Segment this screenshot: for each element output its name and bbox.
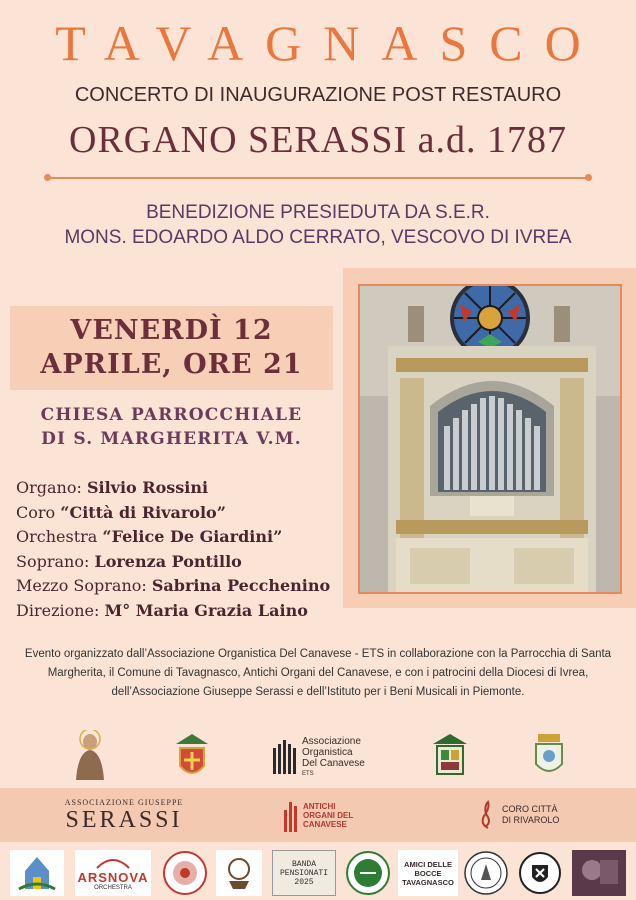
- diocese-crest-logo: [168, 730, 216, 782]
- serassi-main: SERASSI: [65, 806, 183, 833]
- performer-director: [16, 599, 330, 624]
- treble-clef-icon: [478, 800, 498, 830]
- performer-role: Direzione:: [16, 600, 105, 620]
- circular-badge-logo: [160, 850, 210, 896]
- logo-row-3: [0, 846, 636, 900]
- performer-name: “Città di Rivarolo”: [60, 502, 226, 522]
- banda-line-2: PENSIONATI: [279, 868, 328, 878]
- antichi-line-3: CANAVESE: [303, 819, 347, 829]
- aoc-logo: [272, 736, 372, 780]
- performer-role: Mezzo Soprano:: [16, 576, 152, 595]
- serassi-top: ASSOCIAZIONE GIUSEPPE: [64, 797, 184, 807]
- date-box: [10, 306, 333, 390]
- performer-role: Soprano:: [16, 551, 95, 571]
- arsnova-logo: [75, 850, 151, 896]
- venue-line-2: DI S. MARGHERITA V.M.: [41, 429, 302, 449]
- performer-name: “Felice De Giardini”: [102, 527, 283, 546]
- blessing-text: [0, 200, 636, 250]
- performer-role: Organo:: [16, 478, 87, 497]
- coro-rivarolo-logo: [478, 798, 574, 832]
- venue: [10, 403, 333, 451]
- tavagnasco-comune-crest: [532, 732, 566, 780]
- event-time: APRILE, ORE 21: [40, 349, 303, 380]
- amici-line-1: AMICI DELLE: [404, 859, 452, 869]
- arsnova-emblem-icon: [93, 856, 133, 870]
- antichi-line-2: ORGANI DEL: [303, 810, 354, 820]
- performer-name: Lorenza Pontillo: [94, 551, 242, 571]
- performer-name: Sabrina Pecchenino: [151, 576, 331, 595]
- logo-row-2: [0, 788, 636, 842]
- blessing-line-2: MONS. EDOARDO ALDO CERRATO, VESCOVO DI IVREA: [64, 227, 572, 248]
- performer-organ: [16, 476, 330, 501]
- performer-choir: [16, 501, 330, 526]
- performer-mezzo: [16, 574, 330, 599]
- performer-role: Coro: [16, 502, 61, 522]
- sponsor-logo-church: [10, 850, 64, 896]
- aoc-ets: ETS: [302, 771, 314, 777]
- info-line-3: dell’Associazione Giuseppe Serassi e dell’Istituto per i Beni Musicali in Piemonte.: [111, 686, 525, 698]
- aoc-line-2: Organistica: [302, 747, 353, 758]
- organ-illustration: [360, 286, 622, 594]
- performers-list: [16, 476, 330, 623]
- banda-pensionati-logo: [272, 850, 336, 896]
- black-badge-logo: [517, 850, 563, 896]
- info-line-2: Margherita, il Comune di Tavagnasco, Antichi Organi del Canavese, e con i patrocini della Diocesi di Ivrea,: [47, 667, 589, 679]
- margherita-seal-logo: [462, 850, 510, 896]
- purple-photo-logo: [572, 850, 626, 896]
- info-line-1: Evento organizzato dall’Associazione Organistica Del Canavese - ETS in collaborazione con la Parrocchia di Santa: [24, 648, 612, 660]
- performer-soprano: [16, 550, 330, 575]
- coro-line-1: CORO CITTÀ: [502, 804, 558, 814]
- organizer-info: [16, 645, 620, 702]
- logo-row-1: [0, 724, 636, 788]
- performer-role: Orchestra: [16, 527, 103, 546]
- amici-bocce-logo: [398, 850, 458, 896]
- organ-title: ORGANO SERASSI a.d. 1787: [69, 119, 567, 161]
- amici-line-3: TAVAGNASCO: [402, 877, 454, 887]
- organ-pipes-icon: [272, 738, 298, 778]
- town-title: TAVAGNASCO: [55, 15, 603, 71]
- organ-photo: [358, 284, 622, 594]
- performer-orchestra: [16, 525, 330, 550]
- performer-name: Silvio Rossini: [86, 478, 209, 497]
- aoc-line-3: Del Canavese: [302, 758, 365, 769]
- title-divider: [48, 177, 588, 179]
- parish-crest-logo: [427, 732, 473, 780]
- banda-line-1: BANDA: [291, 859, 316, 869]
- concert-subtitle: CONCERTO DI INAUGURAZIONE POST RESTAURO: [74, 84, 562, 106]
- saint-margherita-logo: [70, 730, 110, 782]
- amici-line-2: BOCCE: [414, 868, 442, 878]
- crest-sponsor-logo: [216, 850, 262, 896]
- pipes-icon: [283, 796, 301, 834]
- aoc-line-1: Associazione: [302, 736, 361, 747]
- event-date: VENERDÌ 12: [70, 315, 273, 346]
- arsnova-name: ARSNOVA: [77, 869, 149, 885]
- antichi-line-1: ANTICHI: [303, 801, 336, 811]
- performer-name: M° Maria Grazia Laino: [104, 600, 308, 620]
- green-circle-logo: [344, 850, 392, 896]
- blessing-line-1: BENEDIZIONE PRESIEDUTA DA S.E.R.: [146, 202, 490, 223]
- antichi-organi-logo: [283, 794, 363, 836]
- arsnova-sub: ORCHESTRA: [94, 884, 132, 891]
- banda-year: 2025: [294, 877, 314, 887]
- coro-line-2: DI RIVAROLO: [502, 815, 560, 825]
- venue-line-1: CHIESA PARROCCHIALE: [40, 405, 303, 425]
- serassi-logo: [64, 796, 184, 834]
